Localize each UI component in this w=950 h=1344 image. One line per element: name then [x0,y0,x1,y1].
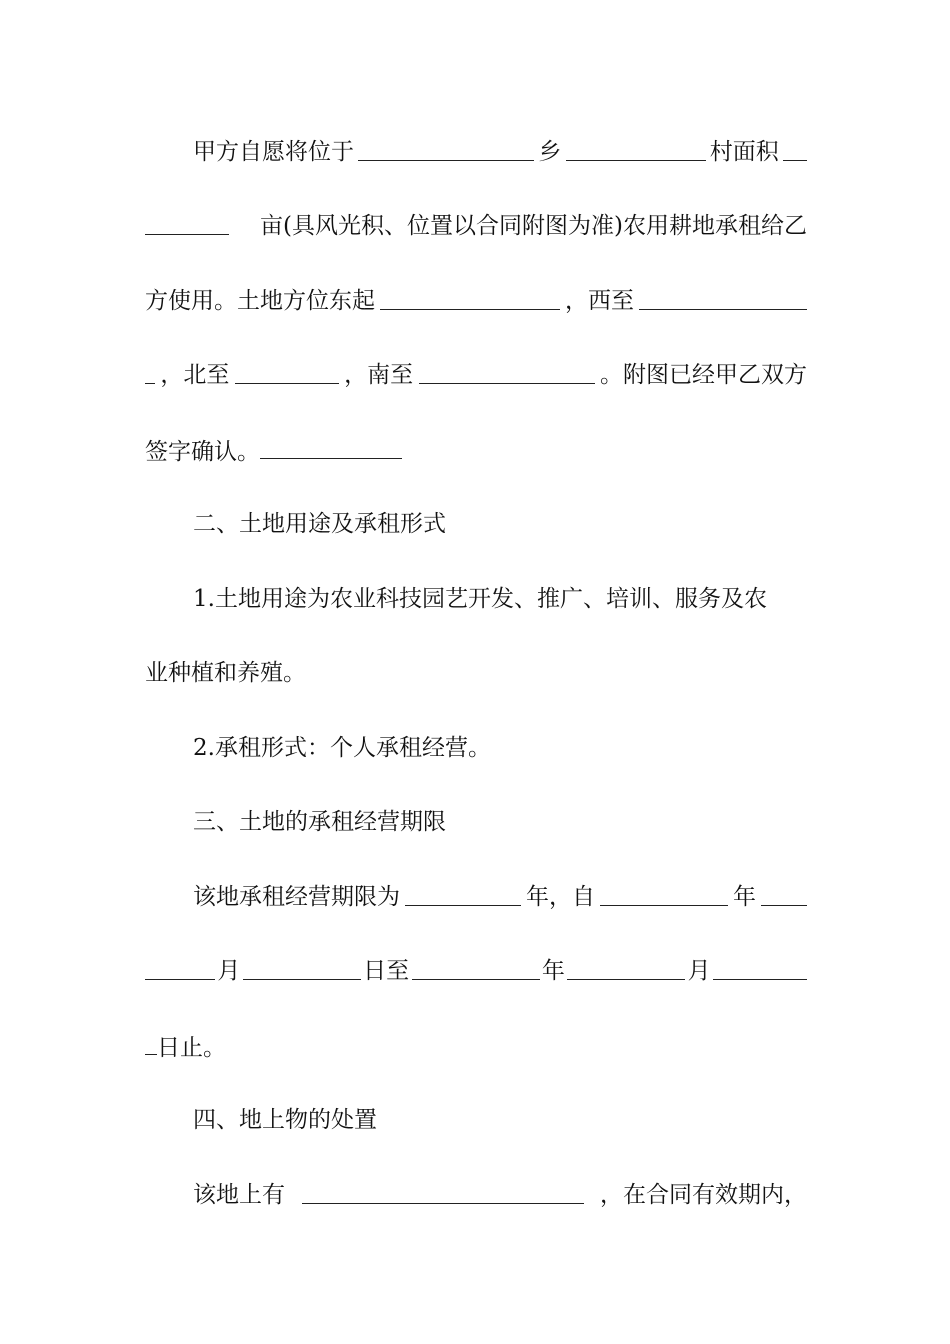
para3-line1 [193,877,807,917]
item1-line2: 业种植和养殖。 [145,660,306,686]
blank-field-years[interactable] [405,877,521,906]
para1-line1 [193,132,807,172]
text: 签字确认。 [145,439,260,465]
para1-line5 [145,430,807,470]
para4-line1 [193,1175,807,1215]
item2-line: 2.承租形式：个人承租经营。 [193,735,491,761]
section-heading-2: 二、土地用途及承租形式 [193,511,446,537]
para3-line2 [145,951,807,991]
text: 方使用。土地方位东起 [145,288,375,314]
text: 日至 [363,958,410,984]
blank-field-start-month-part1[interactable] [761,877,807,906]
blank-field-west-part1[interactable] [639,281,807,310]
blank-field-south[interactable] [419,355,595,384]
para1-line3 [145,281,807,321]
blank-field-east[interactable] [380,281,560,310]
blank-field-end-month[interactable] [567,951,685,980]
blank-field-end-day-part1[interactable] [713,951,807,980]
text: 年 [541,958,565,984]
text: 亩(具风光积、位置以合同附图为准)农用耕地承租给乙 [260,213,807,239]
text: ，南至 [344,362,414,388]
text: 该地上有 [193,1182,285,1208]
blank-field-area-part1[interactable] [783,132,807,161]
text: ，北至 [160,362,230,388]
para1-line2 [145,206,807,246]
blank-field-township[interactable] [358,132,534,161]
item1-line1 [193,579,807,619]
text: 日止。 [157,1035,226,1061]
text: 月 [687,958,711,984]
blank-field-end-day-part2[interactable] [145,1026,157,1055]
blank-field-end-year[interactable] [412,951,540,980]
text: 。附图已经甲乙双方 [599,362,807,388]
section-heading-3: 三、土地的承租经营期限 [193,809,446,835]
blank-field-structures[interactable] [302,1175,584,1204]
text: ，西至 [565,288,634,314]
text: 月 [217,958,241,984]
text: 年，自 [526,884,595,910]
text: 甲方自愿将位于 [193,139,354,165]
blank-field-west-part2[interactable] [145,355,155,384]
blank-field-village[interactable] [566,132,706,161]
blank-field-start-day[interactable] [243,951,361,980]
blank-field-north[interactable] [235,355,339,384]
blank-field-start-year[interactable] [600,877,728,906]
para1-line4 [145,355,807,395]
para3-line3 [145,1026,807,1066]
text: ，在合同有效期内， [600,1182,807,1208]
text: 村面积 [709,139,779,165]
blank-field-start-month-part2[interactable] [145,951,215,980]
text: 1.土地用途为农业科技园艺开发、推广、培训、服务及农 [193,586,767,612]
text: 年 [733,884,756,910]
text: 该地承租经营期限为 [193,884,400,910]
text: 乡 [538,139,562,165]
blank-field-area-part2[interactable] [145,206,229,235]
blank-field-signature[interactable] [260,430,402,459]
section-heading-4: 四、地上物的处置 [193,1107,377,1133]
